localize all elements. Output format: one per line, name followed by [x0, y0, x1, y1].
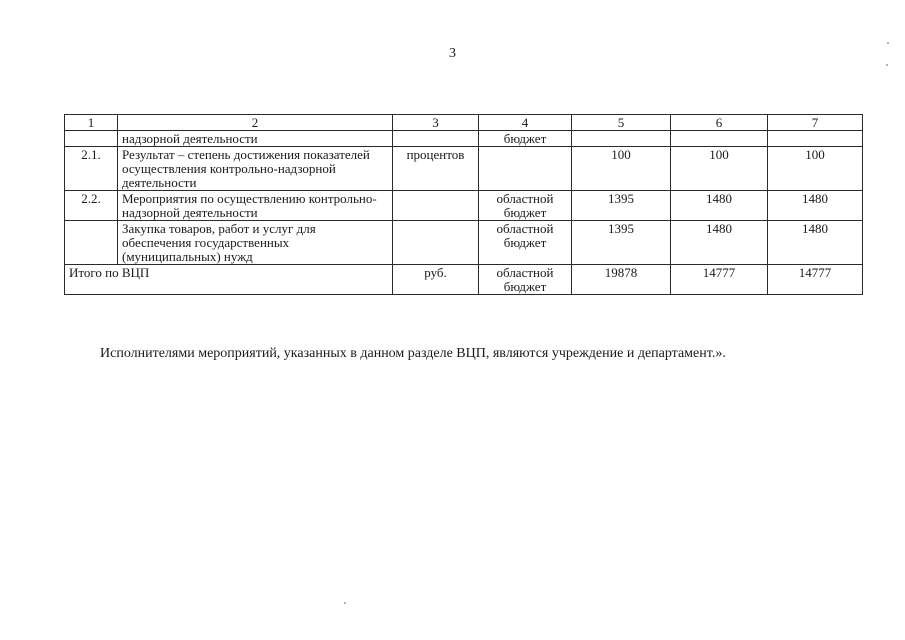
row-source	[479, 147, 572, 191]
row-number	[65, 131, 118, 147]
row-number: 2.2.	[65, 191, 118, 221]
total-source: областной бюджет	[479, 265, 572, 295]
table-row	[65, 221, 863, 265]
row-value-6	[671, 131, 768, 147]
table-row	[65, 131, 863, 147]
header-cell: 6	[671, 115, 768, 131]
row-source: областной бюджет	[479, 191, 572, 221]
row-unit: процентов	[393, 147, 479, 191]
row-name: Закупка товаров, работ и услуг для обеспечения государственных (муниципальных) нужд	[118, 221, 393, 265]
table-row	[65, 147, 863, 191]
header-cell: 2	[118, 115, 393, 131]
footer-note: Исполнителями мероприятий, указанных в данном разделе ВЦП, являются учреждение и департамент.».	[100, 346, 726, 361]
row-source: бюджет	[479, 131, 572, 147]
row-name: надзорной деятельности	[118, 131, 393, 147]
row-number	[65, 221, 118, 265]
row-value-5: 1395	[572, 221, 671, 265]
header-cell: 7	[768, 115, 863, 131]
total-label: Итого по ВЦП	[65, 265, 393, 295]
budget-table	[64, 114, 863, 295]
table-row	[65, 191, 863, 221]
header-cell: 3	[393, 115, 479, 131]
table-total-row	[65, 265, 863, 295]
header-cell: 5	[572, 115, 671, 131]
row-source: областной бюджет	[479, 221, 572, 265]
header-cell: 1	[65, 115, 118, 131]
row-value-5	[572, 131, 671, 147]
row-value-7	[768, 131, 863, 147]
scan-speck	[344, 602, 346, 604]
row-value-7: 1480	[768, 221, 863, 265]
total-value-7: 14777	[768, 265, 863, 295]
row-unit	[393, 221, 479, 265]
row-unit	[393, 191, 479, 221]
page-number: 3	[449, 46, 456, 61]
row-value-5: 1395	[572, 191, 671, 221]
row-unit	[393, 131, 479, 147]
row-name: Результат – степень достижения показателей осуществления контрольно-надзорной деятельности	[118, 147, 393, 191]
scan-speck	[887, 42, 889, 44]
table-header-row	[65, 115, 863, 131]
total-value-5: 19878	[572, 265, 671, 295]
scan-speck	[886, 64, 888, 66]
row-value-6: 1480	[671, 221, 768, 265]
row-name: Мероприятия по осуществлению контрольно-надзорной деятельности	[118, 191, 393, 221]
row-value-6: 1480	[671, 191, 768, 221]
total-unit: руб.	[393, 265, 479, 295]
row-value-6: 100	[671, 147, 768, 191]
header-cell: 4	[479, 115, 572, 131]
row-value-5: 100	[572, 147, 671, 191]
row-value-7: 1480	[768, 191, 863, 221]
row-number: 2.1.	[65, 147, 118, 191]
row-value-7: 100	[768, 147, 863, 191]
total-value-6: 14777	[671, 265, 768, 295]
